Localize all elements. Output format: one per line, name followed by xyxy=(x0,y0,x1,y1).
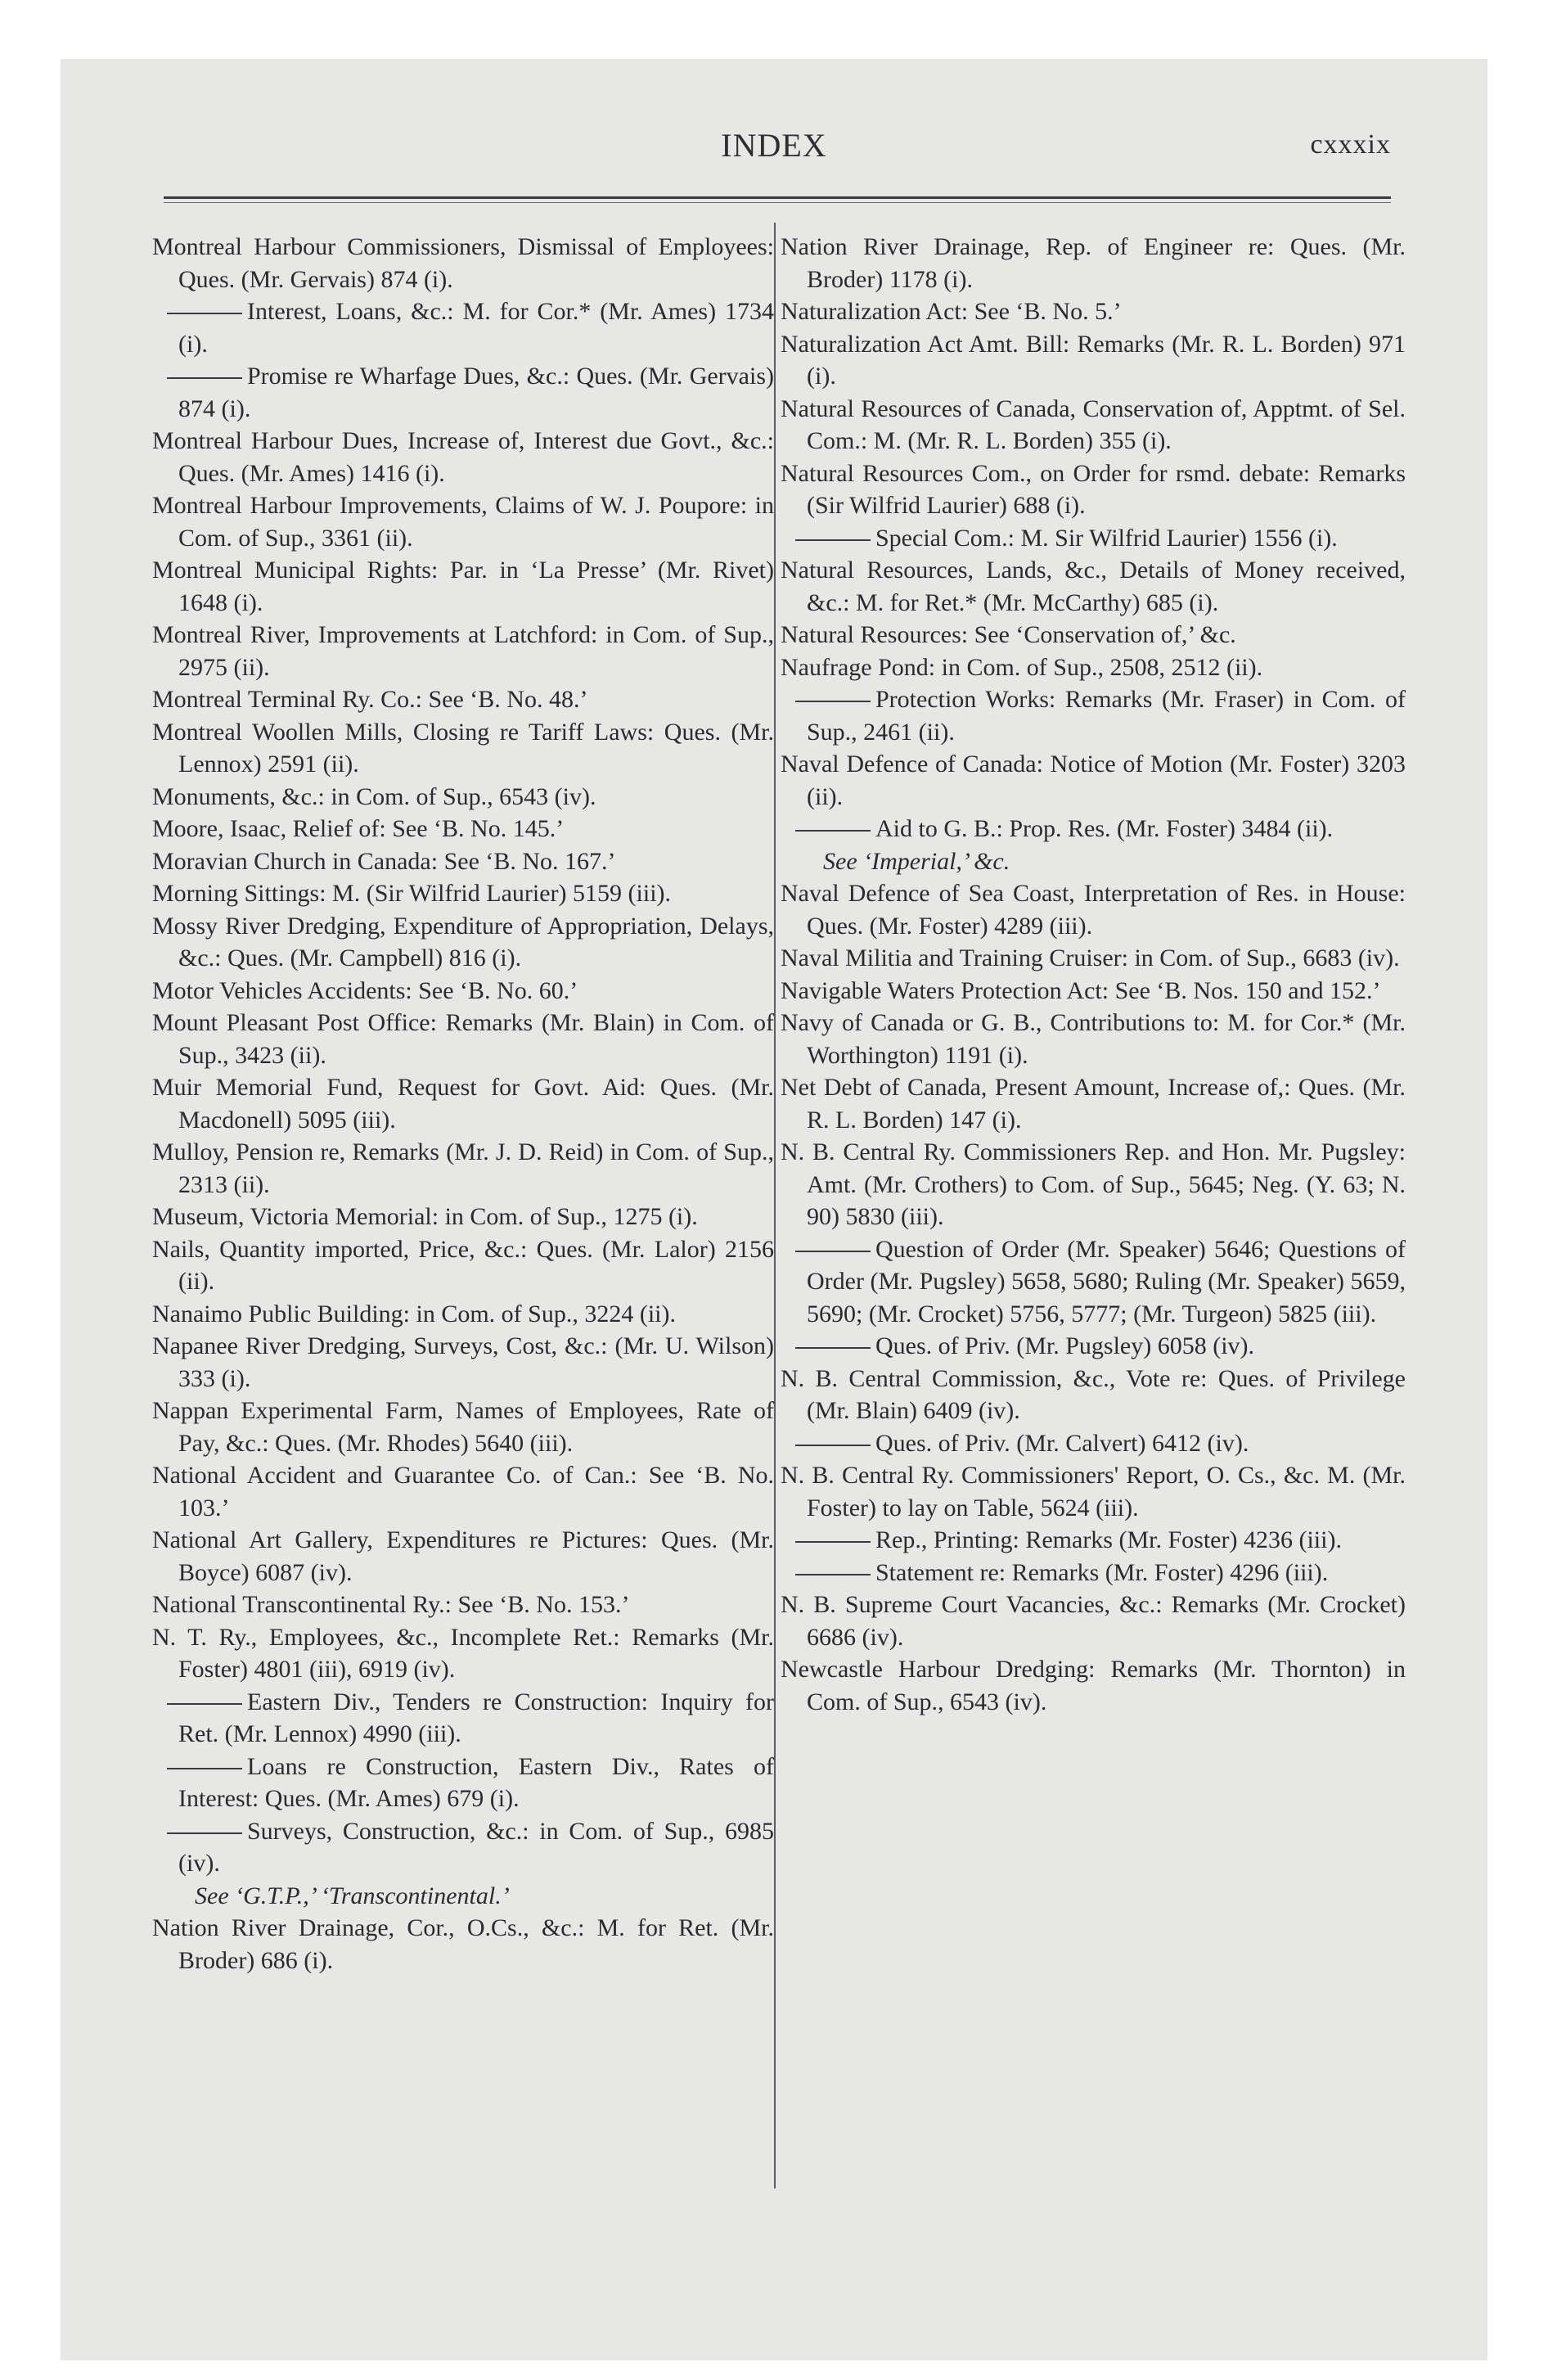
index-entry: Navy of Canada or G. B., Contributions to: M. for Cor.* (Mr. Worthington) 1191 (i). xyxy=(781,1009,1406,1069)
index-subentry: Loans re Construction, Eastern Div., Rates of Interest: Ques. (Mr. Ames) 679 (i). xyxy=(152,1751,774,1815)
index-entry: Morning Sittings: M. (Sir Wilfrid Laurier) 5159 (iii). xyxy=(152,880,672,907)
index-subentry: Promise re Wharfage Dues, &c.: Ques. (Mr. Gervais) 874 (i). xyxy=(152,360,774,425)
index-column-left xyxy=(152,231,774,1977)
index-entry: Nation River Drainage, Rep. of Engineer re: Ques. (Mr. Broder) 1178 (i). xyxy=(781,233,1406,293)
index-entry: N. T. Ry., Employees, &c., Incomplete Ret.: Remarks (Mr. Foster) 4801 (iii), 6919 (iv). xyxy=(152,1623,774,1683)
index-entry: N. B. Supreme Court Vacancies, &c.: Remarks (Mr. Crocket) 6686 (iv). xyxy=(781,1591,1406,1651)
index-entry: Naturalization Act: See ‘B. No. 5.’ xyxy=(781,298,1122,325)
scanned-page xyxy=(61,59,1487,2360)
index-subentry: Special Com.: M. Sir Wilfrid Laurier) 1556 (i). xyxy=(781,522,1406,555)
index-entry: Naval Defence of Canada: Notice of Motion (Mr. Foster) 3203 (ii). xyxy=(781,751,1406,810)
column-divider xyxy=(774,223,776,2188)
index-entry: Montreal Woollen Mills, Closing re Tariff Laws: Ques. (Mr. Lennox) 2591 (ii). xyxy=(152,718,774,778)
index-subentry: Question of Order (Mr. Speaker) 5646; Questions of Order (Mr. Pugsley) 5658, 5680; Ruling (Mr. Speaker) 5659, 5690; (Mr. Crocket) 5756, 5777; (Mr. Turgeon) 5825 (iii). xyxy=(781,1233,1406,1331)
index-subentry: Ques. of Priv. (Mr. Calvert) 6412 (iv). xyxy=(781,1427,1406,1460)
index-entry: Mossy River Dredging, Expenditure of Appropriation, Delays, &c.: Ques. (Mr. Campbell) 816 (i). xyxy=(152,912,774,971)
index-subentry: Surveys, Construction, &c.: in Com. of Sup., 6985 (iv). xyxy=(152,1815,774,1880)
index-entry: Nation River Drainage, Cor., O.Cs., &c.: M. for Ret. (Mr. Broder) 686 (i). xyxy=(152,1914,774,1974)
ditto-dash xyxy=(167,1703,242,1705)
index-entry: Natural Resources: See ‘Conservation of,’ &c. xyxy=(781,621,1236,648)
page-number: cxxxix xyxy=(1310,129,1391,160)
index-entry: Muir Memorial Fund, Request for Govt. Aid: Ques. (Mr. Macdonell) 5095 (iii). xyxy=(152,1074,774,1134)
index-entry: Newcastle Harbour Dredging: Remarks (Mr. Thornton) in Com. of Sup., 6543 (iv). xyxy=(781,1656,1406,1715)
index-entry: National Transcontinental Ry.: See ‘B. No. 153.’ xyxy=(152,1591,630,1618)
index-entry: Mount Pleasant Post Office: Remarks (Mr. Blain) in Com. of Sup., 3423 (ii). xyxy=(152,1009,774,1069)
ditto-dash xyxy=(795,1347,871,1349)
index-entry: Nanaimo Public Building: in Com. of Sup., 3224 (ii). xyxy=(152,1300,676,1327)
index-entry: Naval Defence of Sea Coast, Interpretation of Res. in House: Ques. (Mr. Foster) 4289 (iii). xyxy=(781,880,1406,940)
index-entry: Montreal Municipal Rights: Par. in ‘La Presse’ (Mr. Rivet) 1648 (i). xyxy=(152,557,774,616)
index-entry: Natural Resources of Canada, Conservation of, Apptmt. of Sel. Com.: M. (Mr. R. L. Borden) 355 (i). xyxy=(781,394,1406,454)
index-entry: Napanee River Dredging, Surveys, Cost, &c.: (Mr. U. Wilson) 333 (i). xyxy=(152,1332,774,1392)
index-entry: Montreal Harbour Dues, Increase of, Interest due Govt., &c.: Ques. (Mr. Ames) 1416 (i). xyxy=(152,427,774,487)
ditto-dash xyxy=(795,701,871,702)
index-entry: Mulloy, Pension re, Remarks (Mr. J. D. Reid) in Com. of Sup., 2313 (ii). xyxy=(152,1138,774,1198)
index-entry: Moravian Church in Canada: See ‘B. No. 167.’ xyxy=(152,847,616,875)
ditto-dash xyxy=(795,1541,871,1543)
index-entry: Montreal Harbour Commissioners, Dismissal of Employees: Ques. (Mr. Gervais) 874 (i). xyxy=(152,233,774,293)
index-subentry: Interest, Loans, &c.: M. for Cor.* (Mr. Ames) 1734 (i). xyxy=(152,295,774,360)
header-rule xyxy=(164,196,1391,203)
index-entry: Montreal Terminal Ry. Co.: See ‘B. No. 48.’ xyxy=(152,686,588,713)
index-entry: Montreal Harbour Improvements, Claims of W. J. Poupore: in Com. of Sup., 3361 (ii). xyxy=(152,492,774,552)
ditto-dash xyxy=(167,377,242,379)
ditto-dash xyxy=(795,830,871,832)
index-column-right xyxy=(781,231,1406,1718)
index-entry: Museum, Victoria Memorial: in Com. of Sup., 1275 (i). xyxy=(152,1203,698,1230)
index-cross-reference: See ‘G.T.P.,’ ‘Transcontinental.’ xyxy=(195,1882,510,1909)
index-subentry: Eastern Div., Tenders re Construction: Inquiry for Ret. (Mr. Lennox) 4990 (iii). xyxy=(152,1686,774,1751)
index-subentry: Aid to G. B.: Prop. Res. (Mr. Foster) 3484 (ii). xyxy=(781,813,1406,845)
index-entry: N. B. Central Commission, &c., Vote re: Ques. of Privilege (Mr. Blain) 6409 (iv). xyxy=(781,1364,1406,1424)
index-entry: Montreal River, Improvements at Latchford: in Com. of Sup., 2975 (ii). xyxy=(152,621,774,681)
index-entry: Naturalization Act Amt. Bill: Remarks (Mr. R. L. Borden) 971 (i). xyxy=(781,330,1406,390)
index-subentry: Rep., Printing: Remarks (Mr. Foster) 4236 (iii). xyxy=(781,1524,1406,1557)
index-entry: Natural Resources Com., on Order for rsmd. debate: Remarks (Sir Wilfrid Laurier) 688 (i). xyxy=(781,459,1406,519)
index-entry: National Accident and Guarantee Co. of Can.: See ‘B. No. 103.’ xyxy=(152,1462,774,1521)
index-entry: Nails, Quantity imported, Price, &c.: Ques. (Mr. Lalor) 2156 (ii). xyxy=(152,1235,774,1295)
index-entry: N. B. Central Ry. Commissioners Rep. and Hon. Mr. Pugsley: Amt. (Mr. Crothers) to Com. of Sup., 5645; Neg. (Y. 63; N. 90) 5830 (iii). xyxy=(781,1138,1406,1230)
ditto-dash xyxy=(167,1832,242,1834)
index-entry: Monuments, &c.: in Com. of Sup., 6543 (iv). xyxy=(152,782,596,810)
index-entry: Naval Militia and Training Cruiser: in Com. of Sup., 6683 (iv). xyxy=(781,944,1400,971)
index-entry: Natural Resources, Lands, &c., Details of Money received, &c.: M. for Ret.* (Mr. McCarthy) 685 (i). xyxy=(781,557,1406,616)
page-title: INDEX xyxy=(721,127,827,164)
ditto-dash xyxy=(795,1445,871,1446)
index-entry: Moore, Isaac, Relief of: See ‘B. No. 145.’ xyxy=(152,815,565,842)
index-subentry: Statement re: Remarks (Mr. Foster) 4296 (iii). xyxy=(781,1557,1406,1589)
index-entry: Naufrage Pond: in Com. of Sup., 2508, 2512 (ii). xyxy=(781,653,1263,681)
index-entry: National Art Gallery, Expenditures re Pictures: Ques. (Mr. Boyce) 6087 (iv). xyxy=(152,1526,774,1586)
index-entry: N. B. Central Ry. Commissioners' Report, O. Cs., &c. M. (Mr. Foster) to lay on Table, 5624 (iii). xyxy=(781,1462,1406,1521)
ditto-dash xyxy=(167,313,242,314)
ditto-dash xyxy=(795,1251,871,1252)
index-entry: Motor Vehicles Accidents: See ‘B. No. 60.’ xyxy=(152,976,578,1004)
index-entry: Navigable Waters Protection Act: See ‘B. Nos. 150 and 152.’ xyxy=(781,976,1381,1004)
running-head xyxy=(61,126,1487,175)
ditto-dash xyxy=(795,539,871,541)
ditto-dash xyxy=(795,1574,871,1575)
index-subentry: Ques. of Priv. (Mr. Pugsley) 6058 (iv). xyxy=(781,1330,1406,1363)
ditto-dash xyxy=(167,1768,242,1769)
index-cross-reference: See ‘Imperial,’ &c. xyxy=(823,847,1010,875)
index-entry: Net Debt of Canada, Present Amount, Increase of,: Ques. (Mr. R. L. Borden) 147 (i). xyxy=(781,1074,1406,1134)
index-entry: Nappan Experimental Farm, Names of Employees, Rate of Pay, &c.: Ques. (Mr. Rhodes) 5640 (iii). xyxy=(152,1397,774,1457)
index-subentry: Protection Works: Remarks (Mr. Fraser) in Com. of Sup., 2461 (ii). xyxy=(781,683,1406,748)
